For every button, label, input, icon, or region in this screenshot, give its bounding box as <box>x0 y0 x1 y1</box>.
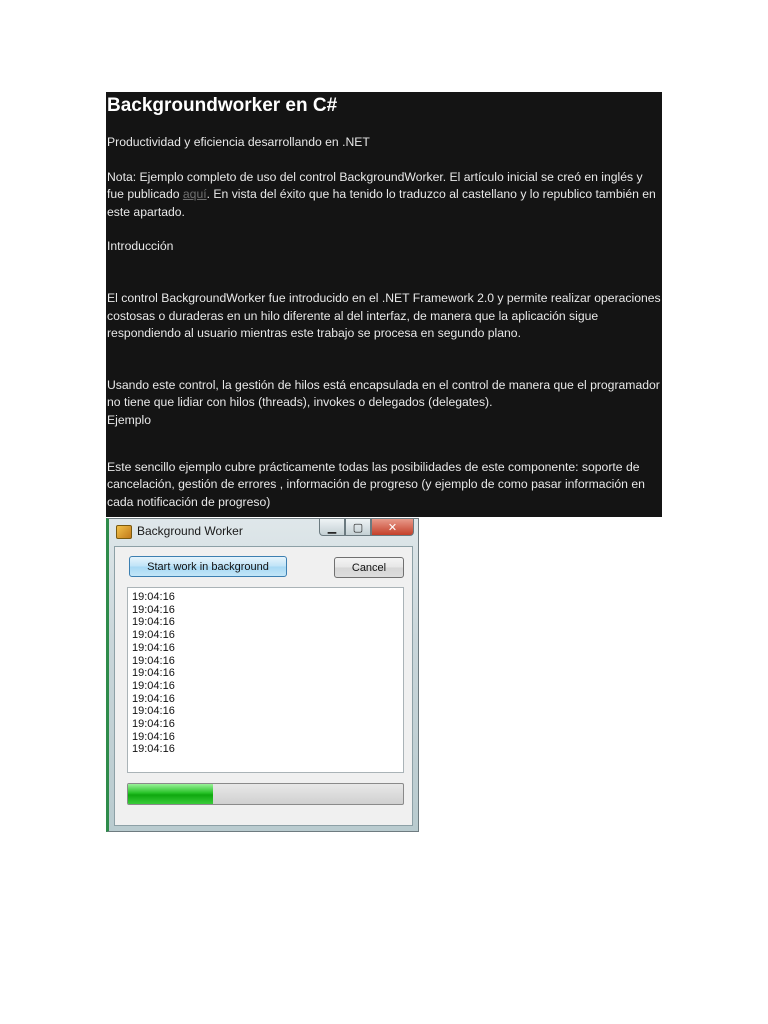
minimize-icon[interactable]: ▁ <box>319 519 345 536</box>
note-text-start: Nota: Ejemplo completo de uso del control BackgroundWorker. El artículo inicial se creó en inglés y fue publicado <box>107 169 643 202</box>
log-line: 19:04:16 <box>132 692 175 705</box>
log-line: 19:04:16 <box>132 705 175 718</box>
intro-heading: Introducción <box>107 239 174 254</box>
app-icon <box>116 525 132 539</box>
close-icon[interactable]: ✕ <box>371 519 414 536</box>
log-line: 19:04:16 <box>132 718 175 731</box>
start-work-button[interactable]: Start work in background <box>129 556 287 577</box>
window-titlebar[interactable] <box>109 519 418 545</box>
log-line: 19:04:16 <box>132 591 175 603</box>
note-link[interactable]: aquí <box>182 187 207 202</box>
window-title: Background Worker <box>137 524 243 538</box>
log-line: 19:04:16 <box>132 629 175 642</box>
article-paragraph-2: Usando este control, la gestión de hilos está encapsulada en el control de manera que el programador no tiene que lidiar con hilos (threads), invokes o delegados (delegates). <box>107 377 660 410</box>
log-line: 19:04:16 <box>132 616 175 629</box>
article-paragraph-3: Este sencillo ejemplo cubre prácticamente todas las posibilidades de este componente: soporte de cancelación, gestión de errores , información de progreso (y ejemplo de como pasar información en cada notificación de progreso) <box>107 459 645 509</box>
note-text-end: . En vista del éxito que ha tenido lo traduzco al castellano y lo republico también en este apartado. <box>107 187 656 219</box>
article-note <box>107 169 661 222</box>
progress-bar <box>127 783 404 805</box>
progress-fill <box>128 784 213 804</box>
cancel-button[interactable]: Cancel <box>334 557 404 578</box>
article-title: Backgroundworker en C# <box>107 95 338 116</box>
log-line: 19:04:16 <box>132 679 175 692</box>
background-worker-window <box>106 518 419 832</box>
article-subtitle: Productividad y eficiencia desarrollando en .NET <box>107 135 370 149</box>
log-line: 19:04:16 <box>132 667 175 680</box>
log-line: 19:04:16 <box>132 654 175 667</box>
log-line: 19:04:16 <box>132 743 175 756</box>
example-heading: Ejemplo <box>107 412 152 427</box>
log-line: 19:04:16 <box>132 730 175 743</box>
log-line: 19:04:16 <box>132 641 175 654</box>
article-panel <box>106 92 662 517</box>
article-paragraph-1: El control BackgroundWorker fue introducido en el .NET Framework 2.0 y permite realizar operaciones costosas o duraderas en un hilo diferente al del interfaz, de manera que la aplicación sigue respondiendo al usuario mientras este trabajo se procesa en segundo plano. <box>107 290 661 341</box>
maximize-icon[interactable]: ▢ <box>345 519 371 536</box>
log-listbox[interactable] <box>127 587 404 773</box>
caption-buttons <box>319 519 414 537</box>
window-client-area <box>114 546 413 826</box>
log-line: 19:04:16 <box>132 603 175 616</box>
